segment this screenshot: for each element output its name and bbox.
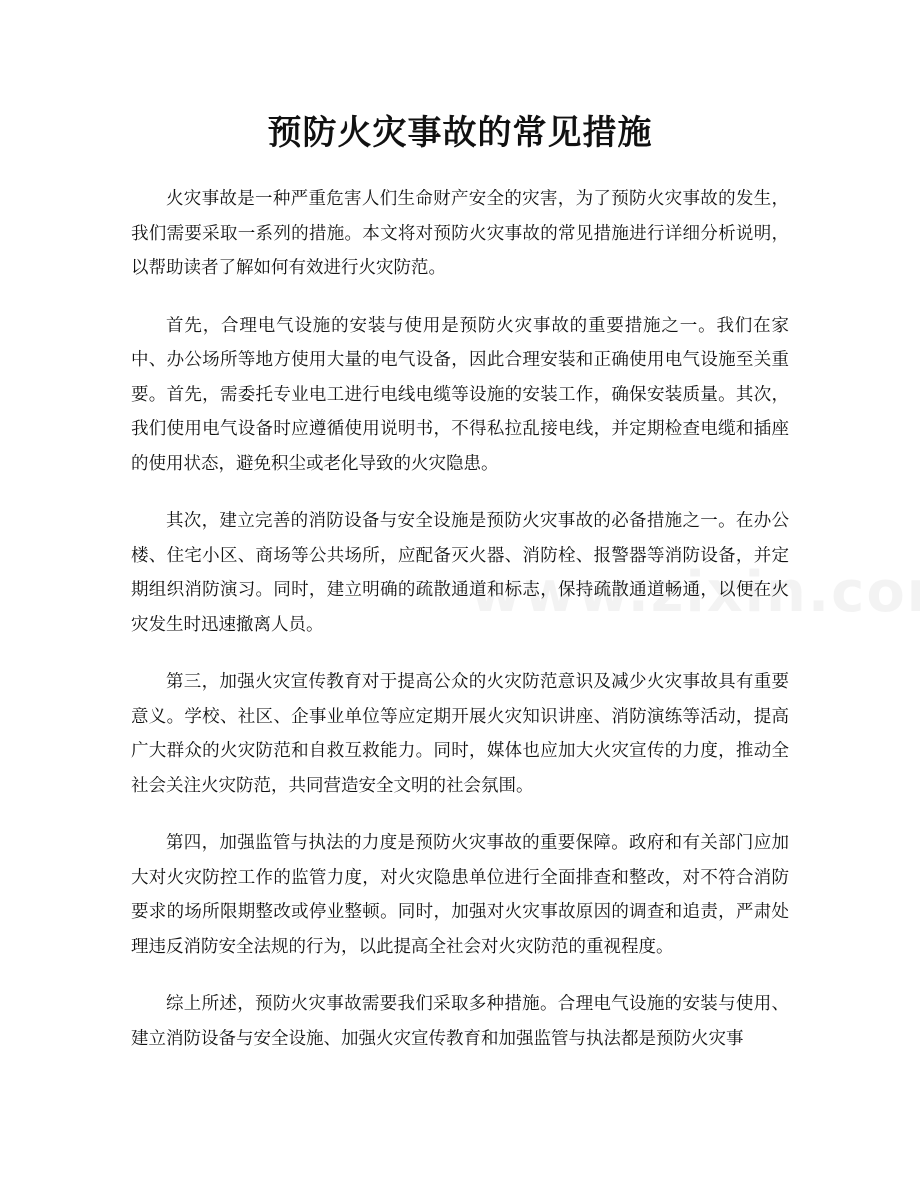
paragraph-fire-equipment: 其次，建立完善的消防设备与安全设施是预防火灾事故的必备措施之一。在办公楼、住宅小区、商场等公共场所，应配备灭火器、消防栓、报警器等消防设备，并定期组织消防演习。同时，建立明确的疏散通道和标志，保持疏散通道畅通，以便在火灾发生时迅速撤离人员。	[131, 511, 789, 635]
paragraph-summary: 综上所述，预防火灾事故需要我们采取多种措施。合理电气设施的安装与使用、建立消防设备与安全设施、加强火灾宣传教育和加强监管与执法都是预防火灾事	[131, 994, 789, 1049]
paragraph-supervision: 第四，加强监管与执法的力度是预防火灾事故的重要保障。政府和有关部门应加大对火灾防控工作的监管力度，对火灾隐患单位进行全面排查和整改，对不符合消防要求的场所限期整改或停业整顿。同时，加强对火灾事故原因的调查和追责，严肃处理违反消防安全法规的行为，以此提高全社会对火灾防范的重视程度。	[131, 833, 789, 957]
document-body	[131, 182, 789, 1079]
document-title: 预防火灾事故的常见措施	[267, 113, 653, 153]
paragraph-electrical: 首先，合理电气设施的安装与使用是预防火灾事故的重要措施之一。我们在家中、办公场所等地方使用大量的电气设备，因此合理安装和正确使用电气设施至关重要。首先，需委托专业电工进行电线电缆等设施的安装工作，确保安装质量。其次，我们使用电气设备时应遵循使用说明书，不得私拉乱接电线，并定期检查电缆和插座的使用状态，避免积尘或老化导致的火灾隐患。	[131, 315, 789, 474]
paragraph-intro: 火灾事故是一种严重危害人们生命财产安全的灾害，为了预防火灾事故的发生，我们需要采取一系列的措施。本文将对预防火灾事故的常见措施进行详细分析说明，以帮助读者了解如何有效进行火灾防范。	[131, 189, 789, 278]
paragraph-education: 第三，加强火灾宣传教育对于提高公众的火灾防范意识及减少火灾事故具有重要意义。学校、社区、企事业单位等应定期开展火灾知识讲座、消防演练等活动，提高广大群众的火灾防范和自救互救能力。同时，媒体也应加大火灾宣传的力度，推动全社会关注火灾防范，共同营造安全文明的社会氛围。	[131, 672, 789, 796]
